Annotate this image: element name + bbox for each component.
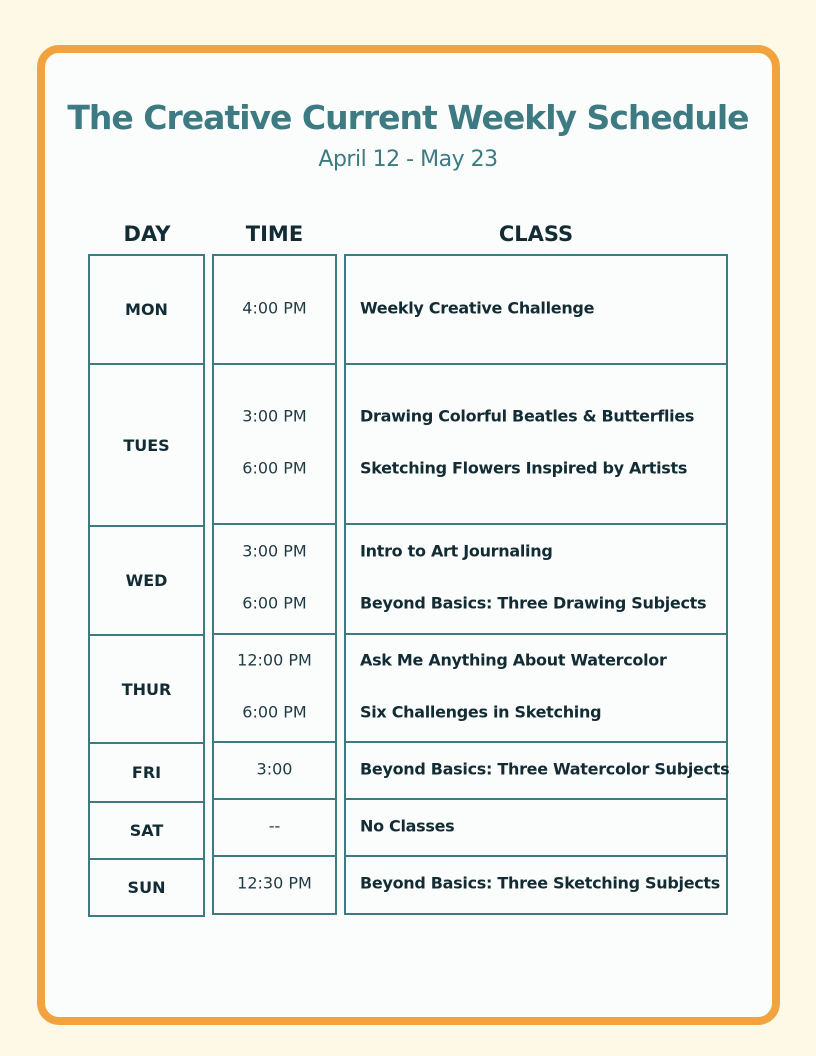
time-cell-wed [212,523,337,635]
day-label: SAT [129,821,164,840]
time-cell-thur [212,633,337,743]
class-name: Beyond Basics: Three Sketching Subjects [360,873,720,893]
class-time: 6:00 PM [242,593,307,613]
class-time: 3:00 PM [242,541,307,561]
class-name: Intro to Art Journaling [360,541,553,561]
day-cell-wed [88,525,205,636]
class-name: Beyond Basics: Three Watercolor Subjects [360,759,730,779]
class-cell-fri [344,741,728,800]
class-time: 3:00 [256,759,293,779]
day-label: SUN [127,878,166,897]
class-time: 3:00 PM [242,406,307,426]
class-name: Weekly Creative Challenge [360,298,595,318]
class-cell-wed [344,523,728,635]
time-cell-tues [212,363,337,525]
day-cell-sun [88,858,205,917]
day-label: FRI [131,763,162,782]
day-label: THUR [121,679,172,699]
day-cell-fri [88,742,205,803]
date-range-subtitle: April 12 - May 23 [318,147,498,172]
time-cell-sat [212,798,337,857]
class-cell-tues [344,363,728,525]
class-cell-thur [344,633,728,743]
time-cell-sun [212,855,337,915]
class-name: Ask Me Anything About Watercolor [360,650,667,670]
day-cell-thur [88,634,205,744]
class-column-header: CLASS [498,222,574,246]
class-time: -- [268,816,281,836]
day-label: MON [125,300,168,319]
class-cell-mon [344,254,728,365]
class-cell-sun [344,855,728,915]
class-time: 12:00 PM [237,650,312,670]
time-column-header: TIME [245,222,304,246]
class-name: No Classes [360,816,455,836]
time-cell-mon [212,254,337,365]
class-name: Six Challenges in Sketching [360,702,602,722]
class-time: 6:00 PM [242,702,307,722]
day-cell-tues [88,363,205,527]
class-name: Beyond Basics: Three Drawing Subjects [360,593,707,613]
day-cell-mon [88,254,205,365]
class-cell-sat [344,798,728,857]
time-cell-fri [212,741,337,800]
day-label: WED [125,571,168,590]
day-cell-sat [88,801,205,860]
day-column-header: DAY [123,222,171,246]
day-label: TUES [123,435,170,455]
class-name: Sketching Flowers Inspired by Artists [360,458,688,478]
page-title: The Creative Current Weekly Schedule [67,98,749,137]
class-name: Drawing Colorful Beatles & Butterflies [360,406,695,426]
class-time: 6:00 PM [242,458,307,478]
class-time: 12:30 PM [237,873,312,893]
class-time: 4:00 PM [242,298,307,318]
